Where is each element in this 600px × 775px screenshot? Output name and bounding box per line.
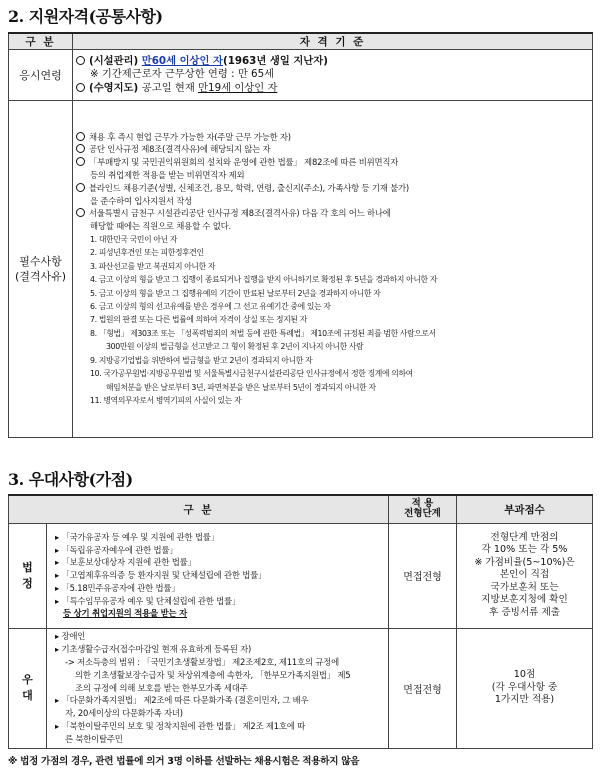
header-category: 구 분 bbox=[9, 495, 389, 523]
preferred-label: 우 대 bbox=[9, 628, 47, 748]
legal-law-4: ▸ 「고엽제후유의증 등 환자지원 및 단체설립에 관한 법률」 bbox=[55, 570, 267, 581]
legal-law-2: ▸ 「독립유공자예우에 관한 법률」 bbox=[55, 544, 178, 555]
header-stage: 적 용 전형단계 bbox=[389, 495, 457, 523]
preferred-item-3: ▸ 「다문화가족지원법」 제2조에 따른 다문화가족 (결혼이민자, 그 배우 bbox=[55, 695, 309, 706]
footnote: ※ 법정 가점의 경우, 관련 법률에 의거 3명 이하를 선발하는 채용시험은 적용하지 않음 bbox=[8, 756, 360, 767]
qualification-table bbox=[8, 32, 593, 438]
legal-label: 법 정 bbox=[9, 523, 47, 628]
circle-bullet-icon bbox=[76, 132, 85, 141]
disqualification-8-cont: 300만원 이상의 벌금형을 선고받고 그 형이 확정된 후 2년이 지나지 아니한 사람 bbox=[106, 342, 364, 352]
age-facility: (시설관리) 만60세 이상인 자(1963년 생일 지난자) bbox=[76, 55, 589, 69]
header-points: 부과점수 bbox=[457, 495, 593, 523]
disqualification-7: 7. 법원의 판결 또는 다른 법률에 의하여 자격이 상실 또는 정지된 자 bbox=[90, 315, 307, 325]
section-2-title: 2. 지원자격(공통사항) bbox=[8, 7, 163, 26]
required-label: 필수사항 (결격사유) bbox=[9, 101, 73, 438]
preferred-item-1: ▸ 장애인 bbox=[55, 631, 86, 642]
disqualification-8: 8. 「형법」 제303조 또는 「성폭력범죄의 처벌 등에 관한 특례법」 제10조에 규정된 죄를 범한 사람으로서 bbox=[90, 328, 436, 338]
legal-summary: 등 상기 취업지원의 적용을 받는 자 bbox=[63, 608, 188, 619]
legal-law-1: ▸ 「국가유공자 등 예우 및 지원에 관한 법률」 bbox=[55, 531, 219, 542]
disqualification-4: 4. 금고 이상의 형을 받고 그 집행이 종료되거나 집행을 받지 아니하기로 확정된 후 5년을 경과하지 아니한 자 bbox=[90, 275, 438, 285]
legal-row bbox=[9, 523, 593, 628]
preferred-stage: 면접전형 bbox=[389, 628, 457, 748]
legal-law-3: ▸ 「보훈보상대상자 지원에 관한 법률」 bbox=[55, 557, 196, 568]
preferred-item-2: ▸ 기초생활수급자(접수마감일 현재 유효하게 등록된 자) bbox=[55, 644, 252, 655]
age-facility-note: ※ 기간제근로자 근무상한 연령 : 만 65세 bbox=[90, 68, 275, 81]
header-category: 구 분 bbox=[9, 33, 73, 50]
required-item-2: 공단 인사규정 제8조(결격사유)에 해당되지 않는 자 bbox=[76, 143, 589, 156]
age-swimming: (수영지도) 공고일 현재 만19세 이상인 자 bbox=[76, 82, 589, 96]
required-criteria bbox=[73, 101, 593, 438]
required-item-4-cont: 을 준수하여 입사지원서 작성 bbox=[90, 195, 193, 206]
disqualification-10: 10. 국가공무원법·지방공무원법 및 서울특별시금천구시설관리공단 인사규정에서 정한 징계에 의하여 bbox=[90, 369, 413, 379]
disqualification-1: 1. 대한민국 국민이 아닌 자 bbox=[90, 235, 178, 245]
preferred-points: 10점 (각 우대사항 중 1가지만 적용) bbox=[457, 628, 593, 748]
required-item-1: 채용 후 즉시 현업 근무가 가능한 자(주말 근무 가능한 자) bbox=[76, 131, 589, 144]
legal-points: 전형단계 만점의 각 10% 또는 각 5% ※ 가점비율(5~10%)은 본인이 직접 국가보훈처 또는 지방보훈지청에 확인 후 증빙서류 제출 bbox=[457, 523, 593, 628]
disqualification-6: 6. 금고 이상의 형의 선고유예를 받은 경우에 그 선고 유예기간 중에 있는 자 bbox=[90, 302, 331, 312]
circle-bullet-icon bbox=[76, 208, 85, 217]
disqualification-11: 11. 병역의무자로서 병역기피의 사실이 있는 자 bbox=[90, 395, 242, 405]
preferred-criteria: ▸ 장애인 ▸ 기초생활수급자(접수마감일 현재 유효하게 등록된 자) -> 저소득층의 범위 : 「국민기초생활보장법」 제2조제2호, 제11호의 규정에 의한 기초생활보장수급자 및 차상위계층에 속한자, 「한부모가족지원법」 제5 조의 규정에 의해 보호를 받는 한부모가족 세대주 ▸ 「다문화가족지원법」 제2조에 따른 다문화가족 (결혼이민자, 그 배우 자, 20세이상의 다문화가족 자녀) ▸ 「북한이탈주민의 보호 및 정착지원에 관한 법률」 제2조 제1호에 따 른 북한이탈주민 bbox=[47, 628, 389, 748]
required-item-3: 「부패방지 및 국민권익위원회의 설치와 운영에 관한 법률」 제82조에 따른 비위면직자 bbox=[76, 156, 589, 169]
preferred-item-4: ▸ 「북한이탈주민의 보호 및 정착지원에 관한 법률」 제2조 제1호에 따 bbox=[55, 720, 306, 731]
preference-header-row bbox=[9, 495, 593, 523]
required-item-5: 서울특별시 금천구 시설관리공단 인사규정 제8조(결격사유) 다음 각 호의 어느 하나에 bbox=[76, 207, 589, 220]
circle-bullet-icon bbox=[76, 183, 85, 192]
circle-bullet-icon bbox=[76, 157, 85, 166]
age-row bbox=[9, 50, 593, 101]
disqualification-3: 3. 파산선고를 받고 복권되지 아니한 자 bbox=[90, 261, 216, 271]
age-label: 응시연령 bbox=[9, 50, 73, 101]
preferred-row bbox=[9, 628, 593, 748]
required-row bbox=[9, 101, 593, 438]
age-criteria bbox=[73, 50, 593, 101]
required-item-3-cont: 등의 취업제한 적용을 받는 비위면직자 제외 bbox=[90, 170, 245, 181]
qualification-header-row bbox=[9, 33, 593, 50]
legal-criteria bbox=[47, 523, 389, 628]
disqualification-5: 5. 금고 이상의 형을 받고 그 집행유예의 기간이 만료된 날로부터 2년을 경과하지 아니한 자 bbox=[90, 288, 381, 298]
legal-law-6: ▸ 「특수임무유공자 예우 및 단체설립에 관한 법률」 bbox=[55, 595, 241, 606]
legal-stage: 면접전형 bbox=[389, 523, 457, 628]
required-item-5-cont: 해당할 때에는 직원으로 채용할 수 없다. bbox=[90, 221, 232, 232]
preferred-item-2-detail: -> 저소득층의 범위 : 「국민기초생활보장법」 제2조제2호, 제11호의 규정에 bbox=[65, 657, 339, 667]
header-criteria: 자 격 기 준 bbox=[73, 33, 593, 50]
preference-table bbox=[8, 494, 593, 749]
circle-bullet-icon bbox=[76, 56, 85, 65]
disqualification-10-cont: 해임처분을 받은 날로부터 3년, 파면처분을 받은 날로부터 5년이 경과되지 아니한 자 bbox=[106, 382, 376, 392]
disqualification-9: 9. 지방공기업법을 위반하여 벌금형을 받고 2년이 경과되지 아니한 자 bbox=[90, 355, 313, 365]
required-item-4: 블라인드 채용기준(성별, 신체조건, 용모, 학력, 연령, 출신지(주소), 가족사항 등 기재 불가) bbox=[76, 182, 589, 195]
circle-bullet-icon bbox=[76, 83, 85, 92]
disqualification-2: 2. 피성년후견인 또는 피한정후견인 bbox=[90, 248, 204, 258]
circle-bullet-icon bbox=[76, 144, 85, 153]
section-3-title: 3. 우대사항(가점) bbox=[8, 470, 133, 489]
legal-law-5: ▸ 「5.18민주유공자에 관한 법률」 bbox=[55, 582, 180, 593]
